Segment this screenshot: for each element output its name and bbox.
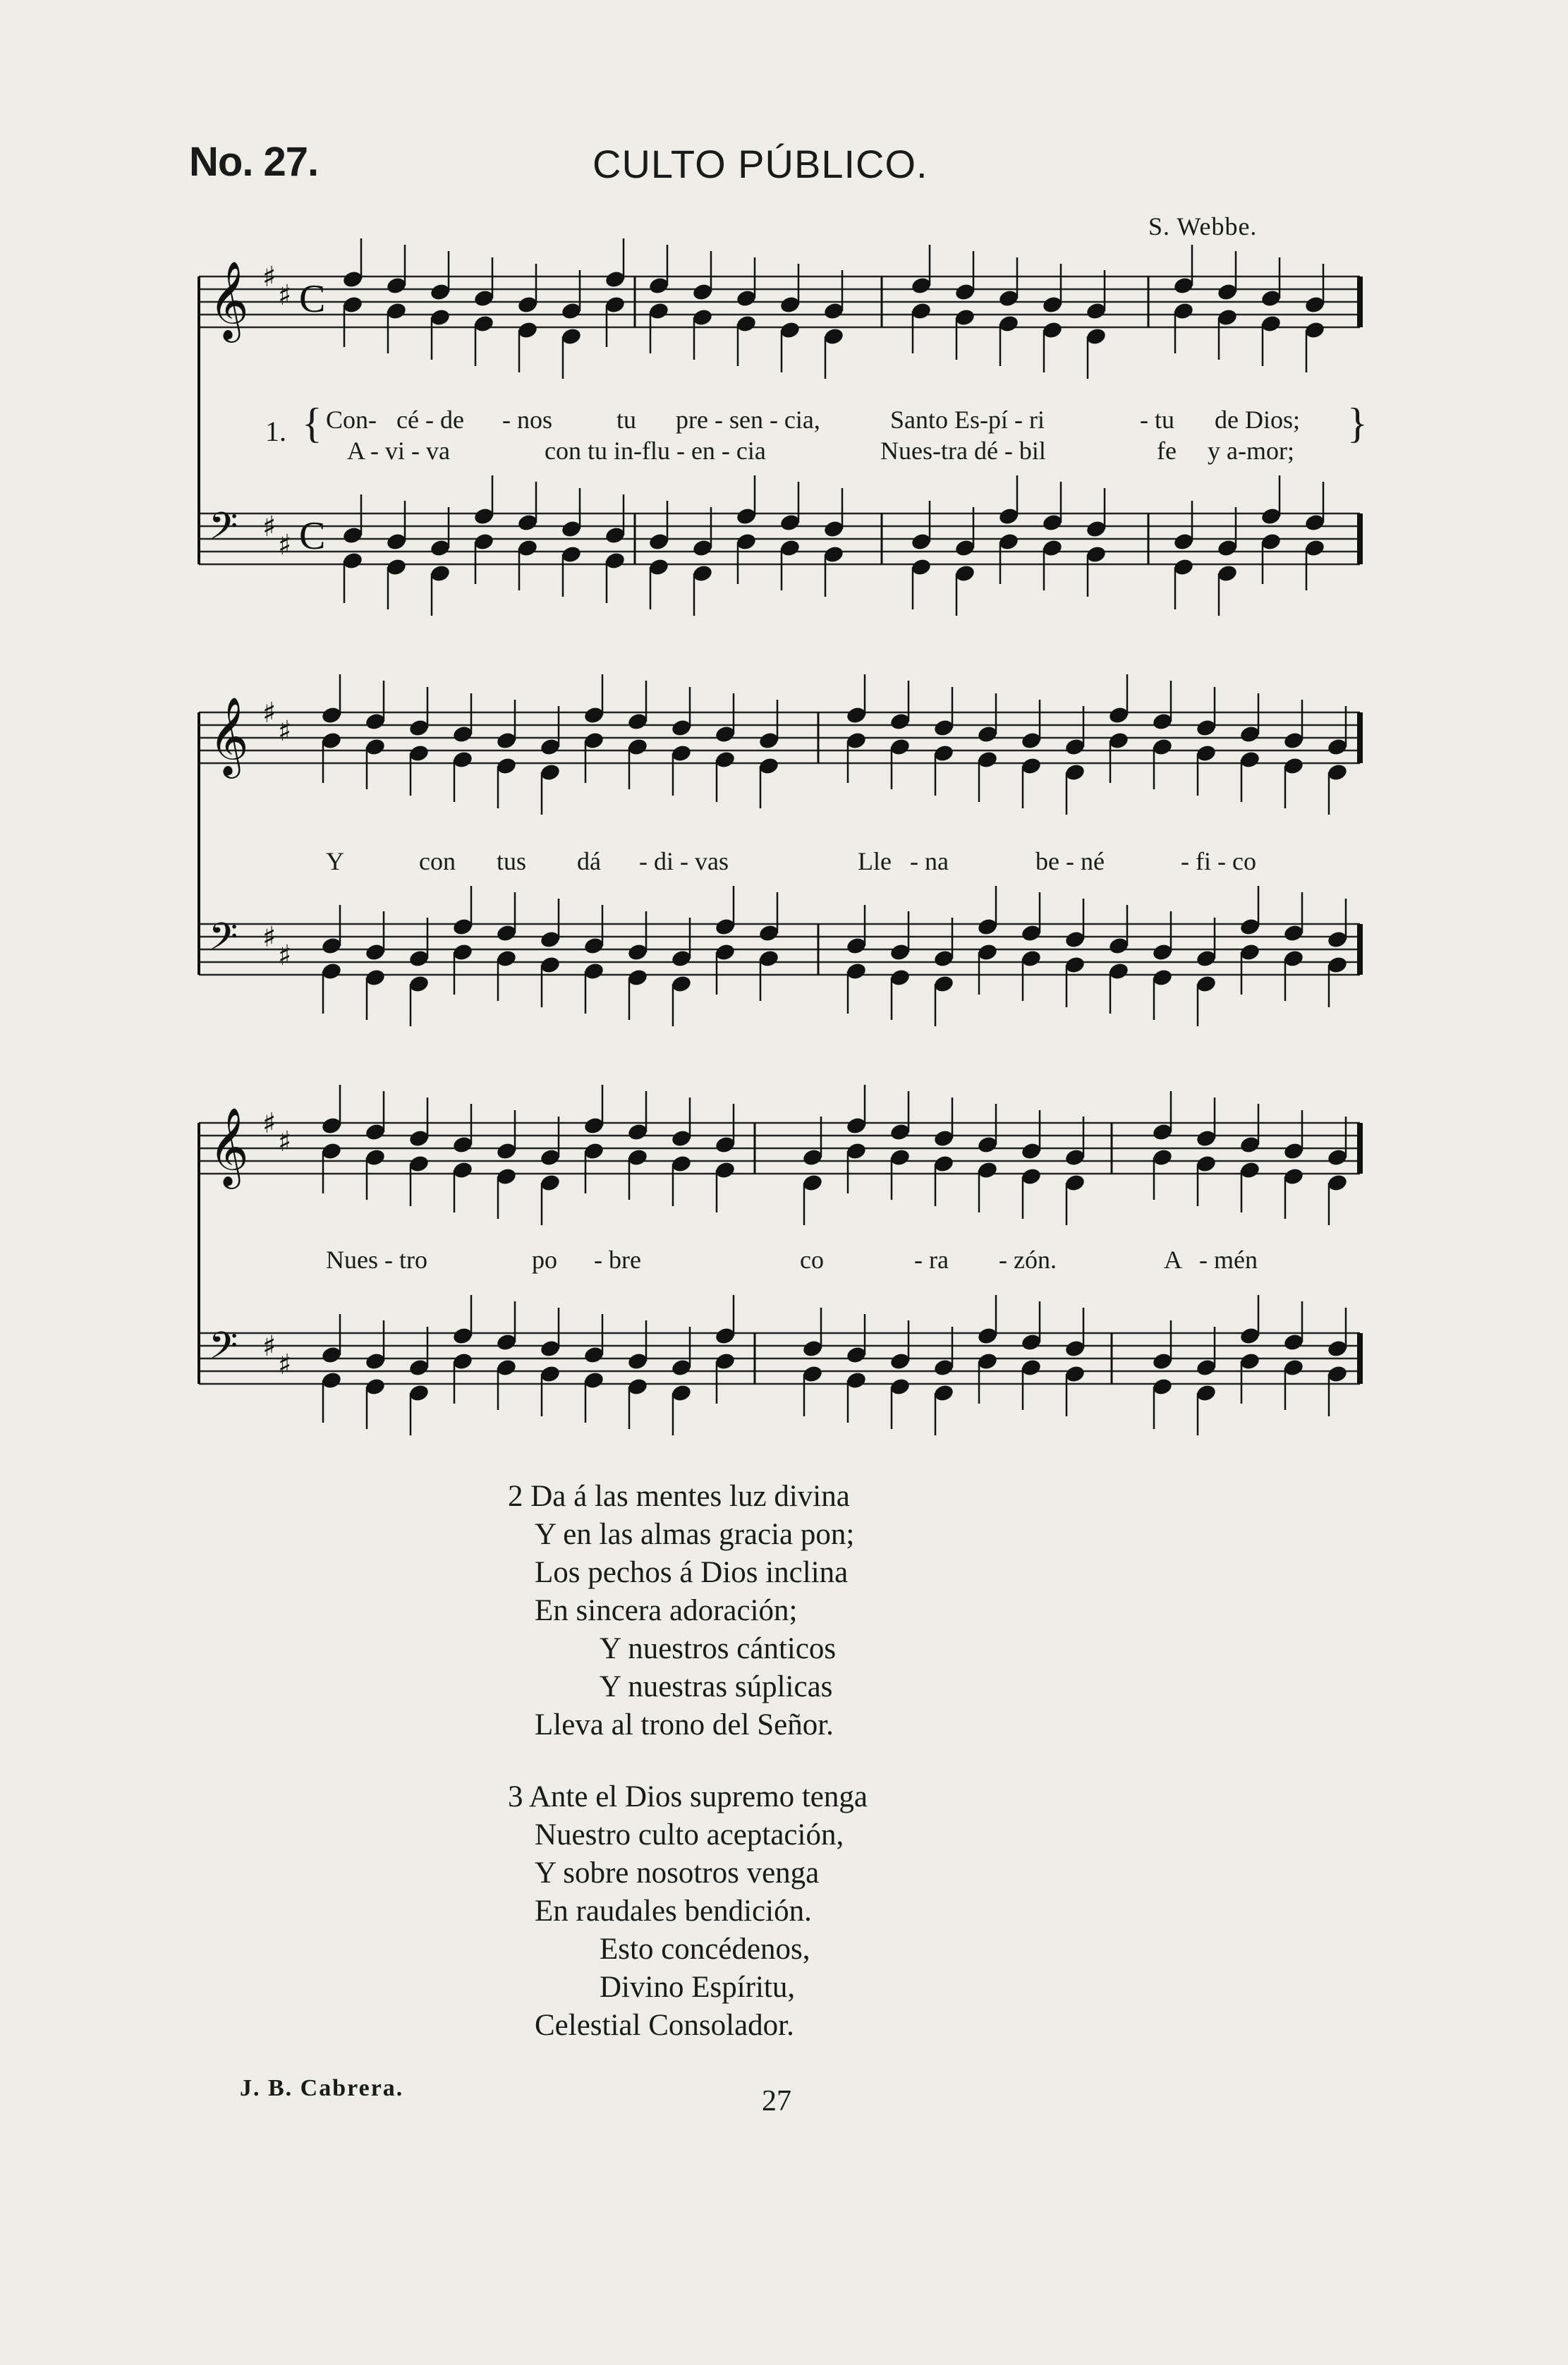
treble-clef: 𝄞 xyxy=(209,1107,249,1186)
lyric-syllable: A xyxy=(1164,1246,1182,1274)
lyric-syllable: dá xyxy=(577,847,601,875)
lyric-syllable: - di - vas xyxy=(639,847,729,875)
stanza-line: Celestial Consolador. xyxy=(535,2009,794,2042)
sharp-sign: ♯ xyxy=(262,1330,276,1363)
lyric-syllable: tus xyxy=(497,847,527,875)
lyric-syllable: con xyxy=(419,847,456,875)
time-signature: C xyxy=(299,514,326,558)
lyric-syllable: - nos xyxy=(502,406,552,434)
stanza-line: Y sobre nosotros venga xyxy=(535,1856,820,1890)
lyric-syllable: - zón. xyxy=(999,1246,1057,1274)
verse-number: 1. xyxy=(265,415,286,447)
treble-clef: 𝄞 xyxy=(209,260,249,339)
sharp-sign: ♯ xyxy=(262,697,276,729)
sharp-sign: ♯ xyxy=(278,940,292,972)
sharp-sign: ♯ xyxy=(262,921,276,954)
lyric-syllable: Y xyxy=(326,847,344,875)
lyric-syllable: - tu xyxy=(1140,406,1174,434)
lyric-syllable: - mén xyxy=(1199,1246,1258,1274)
time-signature: C xyxy=(299,277,326,321)
lyric-syllable: be - né xyxy=(1035,847,1105,875)
lyric-syllable: - fi - co xyxy=(1181,847,1256,875)
sharp-sign: ♯ xyxy=(278,529,292,561)
lyric-syllable: fe xyxy=(1157,437,1177,465)
sharp-sign: ♯ xyxy=(262,261,276,293)
stanza-line: En sincera adoración; xyxy=(535,1594,798,1627)
stanza-line: Los pechos á Dios inclina xyxy=(535,1556,849,1589)
lyricist-credit: J. B. Cabrera. xyxy=(240,2075,404,2101)
hymn-title: CULTO PÚBLICO. xyxy=(592,142,928,186)
sharp-sign: ♯ xyxy=(262,511,276,543)
lyric-syllable: - ra xyxy=(914,1246,949,1274)
lyric-syllable: tu xyxy=(616,406,637,434)
lyric-syllable: Lle xyxy=(858,847,892,875)
stanza-line: Lleva al trono del Señor. xyxy=(535,1708,834,1741)
stanza-line: Y nuestras súplicas xyxy=(600,1670,833,1703)
lyric-syllable: de Dios; xyxy=(1215,406,1300,434)
hymn-number: No. 27. xyxy=(189,139,319,185)
sharp-sign: ♯ xyxy=(262,1107,276,1140)
stanza-line: Nuestro culto aceptación, xyxy=(535,1818,844,1852)
stanza-line: 3 Ante el Dios supremo tenga xyxy=(508,1780,868,1813)
bass-clef: 𝄢 xyxy=(209,505,238,557)
stanza-line: Y en las almas gracia pon; xyxy=(535,1518,855,1551)
additional-stanzas xyxy=(508,1478,868,2079)
stanza-line: 2 Da á las mentes luz divina xyxy=(508,1480,850,1513)
left-brace: { xyxy=(302,400,322,446)
stanza-line: En raudales bendición. xyxy=(535,1895,812,1928)
lyric-syllable: Santo Es-pí - ri xyxy=(890,406,1045,434)
lyric-syllable: pre - sen - cia, xyxy=(676,406,820,434)
sharp-sign: ♯ xyxy=(278,715,292,748)
stanza-line: Divino Espíritu, xyxy=(600,1971,796,2004)
sharp-sign: ♯ xyxy=(278,1126,292,1158)
composer-credit: S. Webbe. xyxy=(1148,212,1258,241)
sharp-sign: ♯ xyxy=(278,1349,292,1381)
lyric-syllable: Nues - tro xyxy=(326,1246,427,1274)
bass-clef: 𝄢 xyxy=(209,1325,238,1377)
bass-clef: 𝄢 xyxy=(209,916,238,968)
lyric-syllable: co xyxy=(800,1246,824,1274)
lyric-syllable: - na xyxy=(910,847,949,875)
stanza-line: Y nuestros cánticos xyxy=(600,1632,837,1665)
right-brace: } xyxy=(1347,400,1368,446)
lyric-syllable: Nues-tra dé - bil xyxy=(880,437,1046,465)
page-number: 27 xyxy=(762,2085,791,2117)
lyric-syllable: con tu in-flu - en - cia xyxy=(545,437,766,465)
lyric-syllable: Con- xyxy=(326,406,377,434)
lyric-syllable: y a-mor; xyxy=(1208,437,1294,465)
lyric-syllable: - bre xyxy=(594,1246,641,1274)
sharp-sign: ♯ xyxy=(278,279,292,312)
lyric-syllable: po xyxy=(532,1246,557,1274)
treble-clef: 𝄞 xyxy=(209,696,249,775)
stanza-2 xyxy=(508,1478,868,1744)
lyric-syllable: cé - de xyxy=(396,406,464,434)
stanza-3 xyxy=(508,1778,868,2045)
stanza-line: Esto concédenos, xyxy=(600,1933,810,1966)
lyric-syllable: A - vi - va xyxy=(347,437,450,465)
